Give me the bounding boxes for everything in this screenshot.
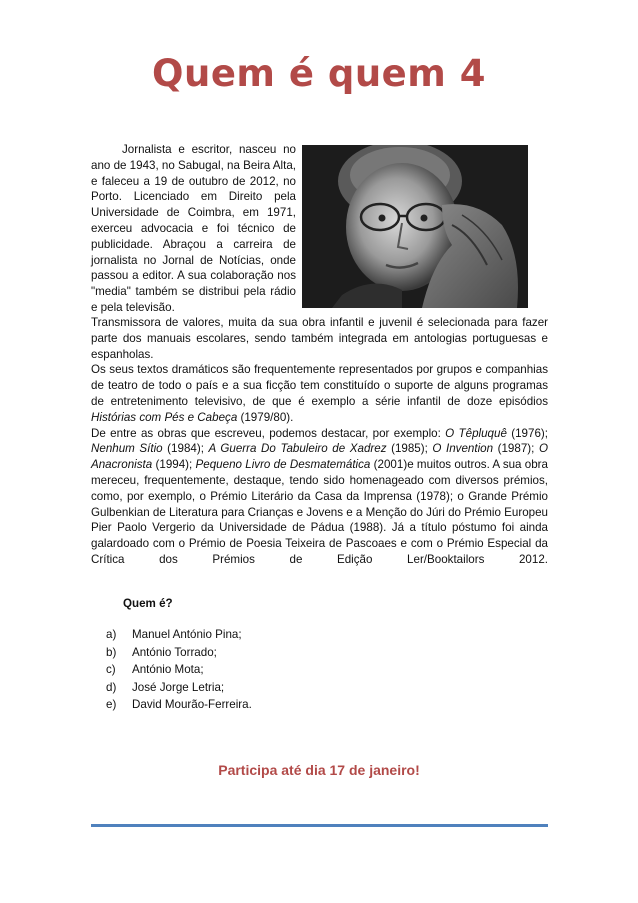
work-year: (2001) [370, 458, 408, 472]
option-letter: d) [106, 680, 117, 694]
paragraph-works-selection: Transmissora de valores, muita da sua obra infantil e juvenil é selecionada para fazer parte dos manuais escolares, sendo também integrada em antologias portuguesas e espanholas. [91, 316, 548, 361]
work-title: Pequeno Livro de Desmatemática [195, 458, 371, 472]
quiz-question: Quem é? [123, 597, 173, 610]
option-letter: a) [106, 628, 117, 641]
biography-body [91, 315, 548, 568]
work-title: O Têpluquê [445, 426, 507, 440]
answer-option[interactable] [106, 679, 252, 697]
series-years: (1979/80). [237, 410, 294, 424]
answer-option[interactable] [106, 661, 252, 679]
work-title: Nenhum Sítio [91, 442, 163, 456]
paragraph-works-awards [91, 426, 548, 568]
work-year: (1976); [506, 426, 548, 440]
answer-option[interactable] [106, 626, 252, 644]
paragraph-theatre [91, 362, 548, 425]
work-title: O Anacronista [91, 442, 548, 472]
work-title: O Invention [432, 442, 494, 456]
answer-options [106, 626, 252, 714]
option-text: Manuel António Pina; [132, 628, 242, 641]
option-text: José Jorge Letria; [132, 680, 225, 694]
work-title: A Guerra Do Tabuleiro de Xadrez [208, 442, 387, 456]
intro-text: Jornalista e escritor, nasceu no ano de 1943, no Sabugal, na Beira Alta, e faleceu a 19 de outubro de 2012, no Porto. Licenciado em Direito pela Universidade de Coimbra, em 1971, exerceu advocacia e foi técnico de publicidade. Abraçou a carreira de jornalista no Jornal de Notícias, onde passou a editor. A sua colaboração nos "media" também se distribui pela rádio e pela televisão. [91, 143, 296, 314]
option-letter: b) [106, 645, 117, 659]
paragraph-theatre-text: Os seus textos dramáticos são frequentemente representados por grupos e companhias de teatro de todo o país e a sua ficção tem constituído o suporte de alguns programas de entretenimento televisivo, de que é exemplo a série infantil de doze episódios [91, 363, 548, 408]
work-year: (1987); [493, 442, 539, 456]
option-letter: c) [106, 663, 116, 677]
option-text: António Mota; [132, 663, 204, 677]
answer-option[interactable] [106, 644, 252, 662]
option-text: António Torrado; [132, 645, 217, 659]
series-title: Histórias com Pés e Cabeça [91, 410, 238, 424]
intro-paragraph [91, 142, 296, 316]
option-letter: e) [106, 698, 117, 712]
portrait-image [302, 145, 528, 308]
page-title: Quem é quem 4 [152, 52, 486, 95]
author-photo [302, 145, 528, 308]
work-year: (1984); [162, 442, 209, 456]
works-intro: De entre as obras que escreveu, podemos destacar, por exemplo: [91, 426, 446, 440]
work-year: (1994); [152, 458, 196, 472]
awards-text: e muitos outros. A sua obra mereceu, frequentemente, destaque, tendo sido homenageado com diversos prémios, como, por exemplo, o Prémio Literário da Casa da Imprensa (1978); o Grande Prémio Gulbenkian de Literatura para Crianças e Jovens e a Menção do Júri do Prémio Europeu Pier Paolo Vergerio da Universidade de Pádua (1988). Já a título póstumo foi ainda galardoado com o Prémio de Poesia Teixeira de Pascoaes e com o Prémio Especial da Crítica dos Prémios de Edição Ler/Booktailors 2012. [91, 458, 548, 566]
work-year: (1985); [386, 442, 433, 456]
footer-divider [91, 824, 548, 827]
call-to-action: Participa até dia 17 de janeiro! [218, 762, 420, 778]
answer-option[interactable] [106, 696, 252, 714]
option-text: David Mourão-Ferreira. [132, 698, 252, 712]
